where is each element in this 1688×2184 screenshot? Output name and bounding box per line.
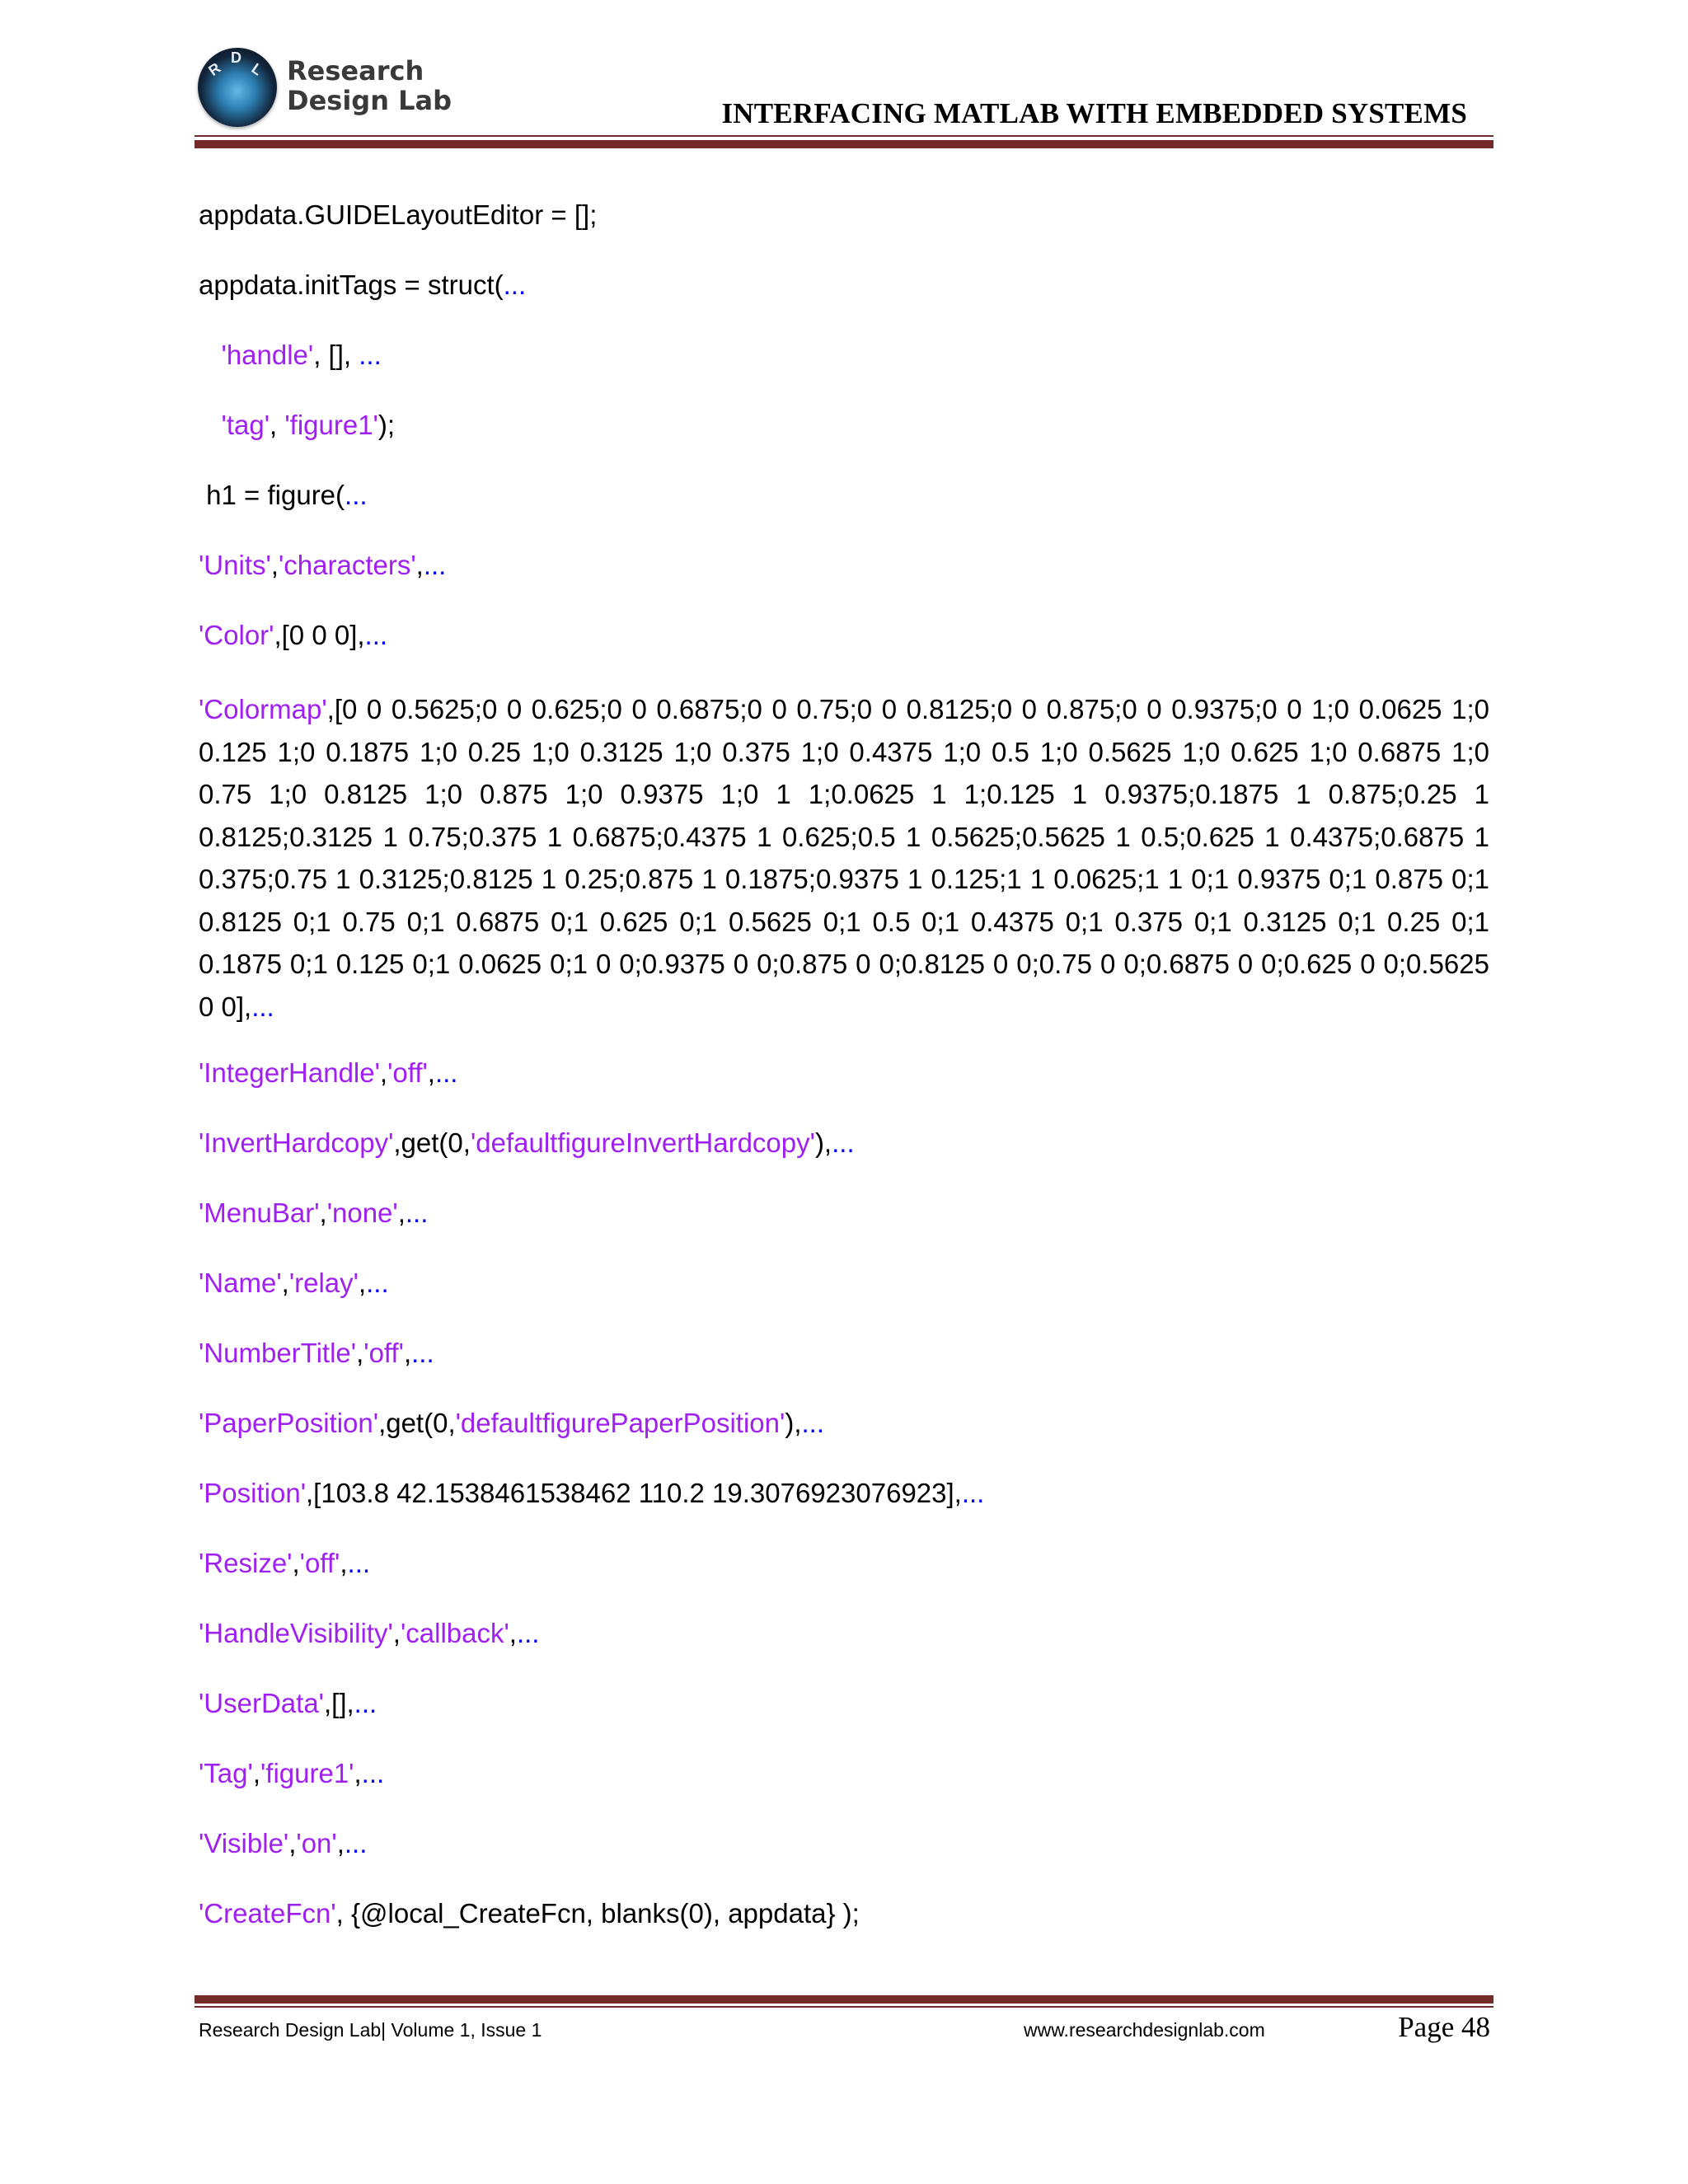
code-string: 'InvertHardcopy' <box>199 1127 394 1158</box>
code-string: 'NumberTitle' <box>199 1338 357 1368</box>
code-string: 'Color' <box>199 620 274 650</box>
code-line <box>199 1336 1489 1406</box>
logo-letter-d: D <box>231 49 241 66</box>
code-string: 'off' <box>299 1548 340 1578</box>
code-text: ,[], <box>323 1688 354 1718</box>
code-string: 'callback' <box>400 1618 509 1648</box>
code-string: 'characters' <box>278 550 416 580</box>
code-text: appdata.initTags = struct( <box>199 269 504 300</box>
code-text: , <box>392 1618 401 1648</box>
header-rule-thick <box>195 140 1493 148</box>
code-text: , <box>270 550 279 580</box>
logo-emblem-icon <box>198 48 277 127</box>
code-text: h1 = figure( <box>199 480 345 510</box>
code-string: 'Colormap' <box>199 694 327 724</box>
code-continuation: ... <box>405 1197 429 1228</box>
code-text: , <box>356 1338 364 1368</box>
code-text <box>199 410 222 440</box>
code-text: , <box>336 1828 345 1858</box>
code-continuation: ... <box>411 1338 434 1368</box>
page-number: Page 48 <box>1398 2011 1490 2043</box>
code-text: , <box>340 1548 348 1578</box>
code-continuation: ... <box>361 1758 385 1788</box>
footer-website-link[interactable]: www.researchdesignlab.com <box>1024 2019 1265 2041</box>
code-line <box>199 1056 1489 1126</box>
code-continuation: ... <box>251 991 274 1022</box>
code-text: , <box>358 1268 367 1298</box>
code-text: , <box>397 1197 406 1228</box>
code-text: , <box>319 1197 327 1228</box>
code-string: 'HandleVisibility' <box>199 1618 393 1648</box>
code-text: , <box>379 1057 388 1088</box>
footer-rule-thick <box>195 1995 1493 2004</box>
code-string: 'Tag' <box>199 1758 253 1788</box>
code-line <box>199 548 1489 618</box>
code-string: 'Units' <box>199 550 271 580</box>
code-line <box>199 1616 1489 1686</box>
code-continuation: ... <box>434 1057 458 1088</box>
code-line <box>199 1476 1489 1546</box>
code-text: , <box>270 410 285 440</box>
code-text: , <box>252 1758 260 1788</box>
code-text: ), <box>785 1408 802 1438</box>
code-line <box>199 338 1489 408</box>
code-string: 'IntegerHandle' <box>199 1057 380 1088</box>
code-string: 'on' <box>296 1828 337 1858</box>
code-text: ,[0 0 0.5625;0 0 0.625;0 0 0.6875;0 0 0.75;0 0 0.8125;0 0 0.875;0 0 0.9375;0 0 1;0 0.0625 1;0 0.125 1;0 0.1875 1;0 0.25 1;0 0.3125 1;0 0.375 1;0 0.4375 1;0 0.5 1;0 0.5625 1;0 0.625 1;0 0.6875 1;0 0.75 1;0 0.8125 1;0 0.875 1;0 0.9375 1;0 1 1;0.0625 1 1;0.125 1 0.9375;0.1875 1 0.875;0.25 1 0.8125;0.3125 1 0.75;0.375 1 0.6875;0.4375 1 0.625;0.5 1 0.5625;0.5625 1 0.5;0.625 1 0.4375;0.6875 1 0.375;0.75 1 0.3125;0.8125 1 0.25;0.875 1 0.1875;0.9375 1 0.125;1 1 0.0625;1 1 0;1 0.9375 0;1 0.875 0;1 0.8125 0;1 0.75 0;1 0.6875 0;1 0.625 0;1 0.5625 0;1 0.5 0;1 0.4375 0;1 0.375 0;1 0.3125 0;1 0.25 0;1 0.1875 0;1 0.125 0;1 0.0625 0;1 0 0;0.9375 0 0;0.875 0 0;0.8125 0 0;0.75 0 0;0.6875 0 0;0.625 0 0;0.5625 0 0], <box>199 694 1489 1022</box>
code-continuation: ... <box>347 1548 371 1578</box>
code-text: , {@local_CreateFcn, blanks(0), appdata} ); <box>335 1898 860 1929</box>
footer-rule-thin <box>195 2006 1493 2008</box>
code-string: 'figure1' <box>284 410 378 440</box>
code-line <box>199 1196 1489 1266</box>
code-text: , <box>427 1057 435 1088</box>
code-string: 'none' <box>326 1197 398 1228</box>
code-line <box>199 1126 1489 1196</box>
code-line <box>199 1686 1489 1756</box>
code-line <box>199 408 1489 478</box>
code-string: 'PaperPosition' <box>199 1408 379 1438</box>
code-text: , [], <box>313 340 359 370</box>
code-text: ), <box>814 1127 832 1158</box>
code-string: 'Name' <box>199 1268 282 1298</box>
code-continuation: ... <box>961 1478 985 1508</box>
code-text: ,get(0, <box>378 1408 456 1438</box>
code-text: ,[0 0 0], <box>274 620 365 650</box>
logo-letter-l: L <box>248 59 266 79</box>
code-text: appdata.GUIDELayoutEditor = []; <box>199 199 598 230</box>
code-listing <box>199 198 1489 1966</box>
code-string: 'relay' <box>288 1268 359 1298</box>
code-continuation: ... <box>364 620 388 650</box>
code-line <box>199 618 1489 688</box>
code-text: ); <box>377 410 396 440</box>
code-continuation: ... <box>832 1127 855 1158</box>
code-line <box>199 198 1489 268</box>
code-string: 'off' <box>363 1338 404 1368</box>
code-continuation: ... <box>423 550 447 580</box>
code-continuation: ... <box>503 269 527 300</box>
code-text: , <box>288 1828 297 1858</box>
code-text: ,[103.8 42.1538461538462 110.2 19.3076923076923], <box>306 1478 962 1508</box>
code-text: , <box>281 1268 289 1298</box>
header-rule-thin <box>195 135 1493 137</box>
code-string: 'MenuBar' <box>199 1197 320 1228</box>
code-continuation: ... <box>344 1828 368 1858</box>
code-line <box>199 1406 1489 1476</box>
code-line <box>199 1896 1489 1966</box>
code-continuation: ... <box>366 1268 389 1298</box>
code-string: 'Position' <box>199 1478 307 1508</box>
code-line <box>199 1756 1489 1826</box>
footer-publication: Research Design Lab| Volume 1, Issue 1 <box>199 2019 542 2041</box>
code-continuation: ... <box>801 1408 825 1438</box>
code-text: , <box>354 1758 362 1788</box>
code-text: , <box>292 1548 300 1578</box>
logo-letter-r: R <box>205 59 224 80</box>
code-text <box>199 340 222 370</box>
code-string: 'tag' <box>221 410 270 440</box>
code-text: , <box>415 550 424 580</box>
code-string: 'figure1' <box>260 1758 354 1788</box>
code-line <box>199 478 1489 548</box>
code-string: 'handle' <box>221 340 314 370</box>
code-string: 'defaultfigurePaperPosition' <box>455 1408 785 1438</box>
code-string: 'Visible' <box>199 1828 289 1858</box>
code-line <box>199 1826 1489 1896</box>
logo <box>195 45 467 135</box>
code-text: , <box>403 1338 412 1368</box>
code-string: 'UserData' <box>199 1688 324 1718</box>
code-continuation: ... <box>345 480 368 510</box>
code-line <box>199 1546 1489 1616</box>
code-line <box>199 1266 1489 1336</box>
code-line <box>199 688 1489 1028</box>
code-continuation: ... <box>359 340 382 370</box>
code-text: ,get(0, <box>393 1127 471 1158</box>
code-text: , <box>509 1618 517 1648</box>
code-continuation: ... <box>354 1688 377 1718</box>
document-title: INTERFACING MATLAB WITH EMBEDDED SYSTEMS <box>721 97 1467 129</box>
code-string: 'defaultfigureInvertHardcopy' <box>470 1127 815 1158</box>
code-continuation: ... <box>516 1618 540 1648</box>
code-string: 'CreateFcn' <box>199 1898 336 1929</box>
logo-text: Research Design Lab <box>287 55 452 116</box>
code-string: 'Resize' <box>199 1548 293 1578</box>
code-line <box>199 268 1489 338</box>
code-string: 'off' <box>387 1057 428 1088</box>
